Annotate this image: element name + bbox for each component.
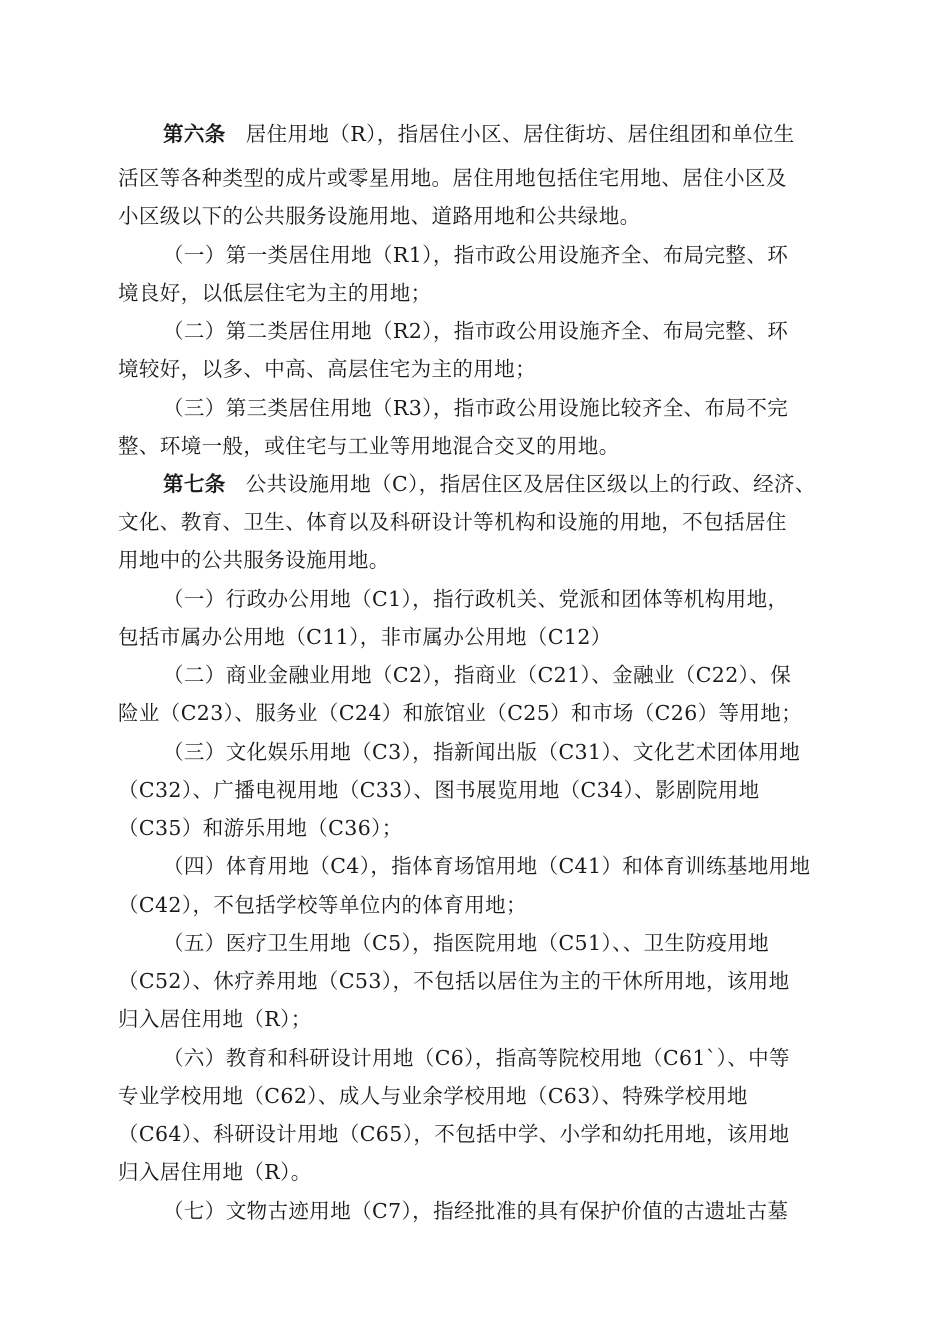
article-7-line-1 [163, 471, 816, 497]
article-7-item-2-line-2: 险业（C23）、服务业（C24）和旅馆业（C25）和市场（C26）等用地； [118, 701, 803, 725]
article-7-item-5-line-1: （五）医疗卫生用地（C5），指医院用地（C51）、、卫生防疫用地 [163, 931, 770, 955]
article-6-item-1-line-1: （一）第一类居住用地（R1），指市政公用设施齐全、布局完整、环 [163, 243, 789, 267]
article-6-heading: 第六条 [163, 122, 226, 146]
article-6-item-2-line-1: （二）第二类居住用地（R2），指市政公用设施齐全、布局完整、环 [163, 319, 789, 343]
article-7-item-6-line-2: 专业学校用地（C62）、成人与业余学校用地（C63）、特殊学校用地 [118, 1084, 748, 1108]
article-7-item-3-line-1: （三）文化娱乐用地（C3），指新闻出版（C31）、文化艺术团体用地 [163, 740, 801, 764]
article-6-line-1 [163, 121, 795, 147]
article-6-line-3: 小区级以下的公共服务设施用地、道路用地和公共绿地。 [118, 204, 641, 228]
article-6-line-2: 活区等各种类型的成片或零星用地。居住用地包括住宅用地、居住小区及 [118, 166, 787, 190]
article-6-item-2-line-2: 境较好，以多、中高、高层住宅为主的用地； [118, 357, 536, 381]
article-7-item-3-line-3: （C35）和游乐用地（C36）； [118, 816, 403, 840]
article-7-item-2-line-1: （二）商业金融业用地（C2），指商业（C21）、金融业（C22）、保 [163, 663, 792, 687]
article-6-text-1: 居住用地（R），指居住小区、居住街坊、居住组团和单位生 [245, 122, 795, 146]
article-7-item-4-line-1: （四）体育用地（C4），指体育场馆用地（C41）和体育训练基地用地 [163, 854, 811, 878]
article-6-item-3-line-1: （三）第三类居住用地（R3），指市政公用设施比较齐全、布局不完 [163, 396, 789, 420]
article-7-item-1-line-1: （一）行政办公用地（C1），指行政机关、党派和团体等机构用地， [163, 587, 789, 611]
article-7-heading: 第七条 [163, 472, 226, 496]
article-7-item-5-line-2: （C52）、休疗养用地（C53），不包括以居住为主的干休所用地，该用地 [118, 969, 790, 993]
article-6-item-1-line-2: 境良好，以低层住宅为主的用地； [118, 281, 432, 305]
article-7-item-6-line-1: （六）教育和科研设计用地（C6），指高等院校用地（C61`）、中等 [163, 1046, 790, 1070]
article-7-item-6-line-4: 归入居住用地（R）。 [118, 1160, 312, 1184]
article-7-item-3-line-2: （C32）、广播电视用地（C33）、图书展览用地（C34）、影剧院用地 [118, 778, 760, 802]
article-7-item-1-line-2: 包括市属办公用地（C11），非市属办公用地（C12） [118, 625, 612, 649]
article-7-line-2: 文化、教育、卫生、体育以及科研设计等机构和设施的用地，不包括居住 [118, 510, 787, 534]
article-7-item-5-line-3: 归入居住用地（R）； [118, 1007, 312, 1031]
article-7-item-4-line-2: （C42），不包括学校等单位内的体育用地； [118, 893, 527, 917]
article-7-item-6-line-3: （C64）、科研设计用地（C65），不包括中学、小学和幼托用地，该用地 [118, 1122, 790, 1146]
article-6-item-3-line-2: 整、环境一般，或住宅与工业等用地混合交叉的用地。 [118, 434, 620, 458]
article-7-line-3: 用地中的公共服务设施用地。 [118, 548, 390, 572]
article-7-text-1: 公共设施用地（C），指居住区及居住区级以上的行政、经济、 [245, 472, 816, 496]
article-7-item-7-line-1: （七）文物古迹用地（C7），指经批准的具有保护价值的古遗址古墓 [163, 1199, 789, 1223]
